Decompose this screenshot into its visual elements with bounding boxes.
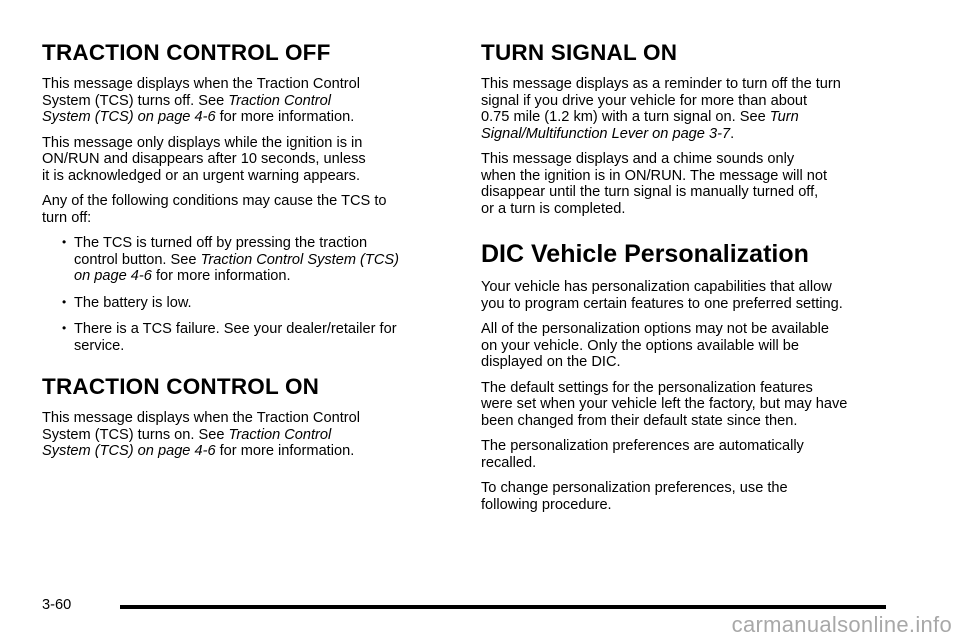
cross-reference-link[interactable]: System (TCS) on page 4-6 [42,443,216,459]
bullet-icon: • [62,294,67,309]
paragraph: This message displays and a chime sounds only when the ignition is in ON/RUN. The message will not disappear until the turn signal is manually turned off, or a turn is completed. [481,151,828,217]
section-heading-traction-control-off: TRACTION CONTROL OFF [42,40,331,65]
right-column [481,40,901,522]
paragraph: Your vehicle has personalization capabilities that allow you to program certain features to one preferred setting. [481,279,843,312]
paragraph: This message only displays while the ignition is in ON/RUN and disappears after 10 seconds, unless it is acknowledged or an urgent warning appears. [42,134,366,184]
paragraph: Any of the following conditions may cause the TCS to turn off: [42,193,387,226]
cross-reference-link[interactable]: Traction Control [228,92,331,109]
cross-reference-link[interactable]: System (TCS) on page 4-6 [42,109,216,125]
cross-reference-link[interactable]: Turn [769,109,799,125]
list-item: • There is a TCS failure. See your dealer/retailer for service. [62,321,397,354]
paragraph: This message displays as a reminder to turn off the turn signal if you drive your vehicle for more than about 0.75 mile (1.2 km) with a turn signal on. See Turn Signal/Multifunction Lever on page 3-7. [481,76,841,142]
bullet-icon: • [62,321,67,335]
paragraph: The default settings for the personalization features were set when your vehicle left the factory, but may have been changed from their default state since then. [481,379,848,429]
footer-divider [120,605,886,609]
cross-reference-link[interactable]: on page 4-6 [74,268,152,284]
paragraph: The personalization preferences are automatically recalled. [481,438,804,471]
section-heading-turn-signal-on: TURN SIGNAL ON [481,40,678,65]
paragraph: This message displays when the Traction Control System (TCS) turns off. See Traction Control System (TCS) on page 4-6 for more information. [42,76,360,125]
list-item: • The TCS is turned off by pressing the traction control button. See Traction Control System (TCS) on page 4-6 for more information. [62,235,399,284]
cross-reference-link[interactable]: Traction Control System (TCS) [200,251,399,268]
paragraph: This message displays when the Traction Control System (TCS) turns on. See Traction Control System (TCS) on page 4-6 for more information. [42,410,360,459]
paragraph: To change personalization preferences, use the following procedure. [481,480,788,513]
bullet-list [42,235,442,354]
bullet-icon: • [62,235,67,249]
left-column [42,40,442,469]
cross-reference-link[interactable]: Signal/Multifunction Lever on page 3-7 [481,125,731,142]
watermark: carmanualsonline.info [731,612,952,637]
page-number: 3-60 [42,597,72,613]
cross-reference-link[interactable]: Traction Control [228,426,332,443]
section-heading-dic-vehicle-personalization: DIC Vehicle Personalization [481,240,809,268]
paragraph: All of the personalization options may not be available on your vehicle. Only the options available will be displayed on the DIC. [481,321,830,370]
section-heading-traction-control-on: TRACTION CONTROL ON [42,374,320,399]
list-item: • The battery is low. [62,294,192,311]
